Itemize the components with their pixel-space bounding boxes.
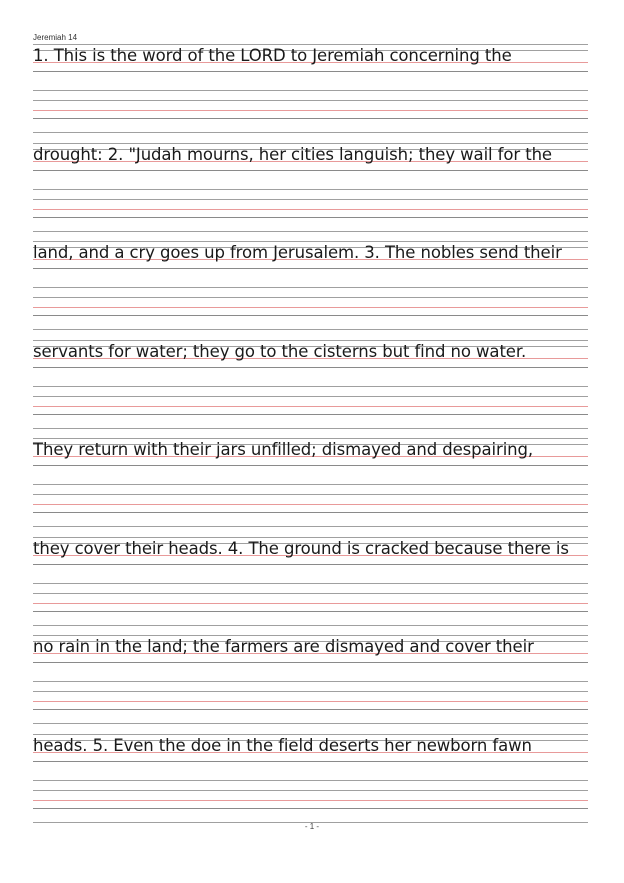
guide-rule	[33, 808, 588, 809]
guide-rule	[33, 100, 588, 101]
guide-rule	[33, 790, 588, 791]
guide-rule	[33, 723, 588, 724]
page-header: Jeremiah 14	[33, 33, 78, 42]
guide-rule	[33, 564, 588, 565]
guide-rule-red	[33, 209, 588, 210]
guide-rule	[33, 465, 588, 466]
guide-rule	[33, 44, 588, 45]
guide-rule	[33, 189, 588, 190]
guide-rule	[33, 428, 588, 429]
guide-rule	[33, 268, 588, 269]
guide-rule	[33, 297, 588, 298]
guide-rule	[33, 537, 588, 538]
guide-rule	[33, 484, 588, 485]
guide-rule-red	[33, 800, 588, 801]
guide-rule	[33, 635, 588, 636]
page-number: - 1 -	[304, 822, 320, 831]
guide-rule	[33, 132, 588, 133]
writing-block	[33, 340, 588, 438]
guide-rule	[33, 71, 588, 72]
guide-rule	[33, 118, 588, 119]
guide-rule	[33, 231, 588, 232]
guide-rule-red	[33, 406, 588, 407]
guide-rule	[33, 734, 588, 735]
guide-rule-red	[33, 701, 588, 702]
guide-rule	[33, 287, 588, 288]
guide-rule	[33, 340, 588, 341]
guide-rule	[33, 625, 588, 626]
writing-block	[33, 44, 588, 142]
guide-rule	[33, 396, 588, 397]
guide-rule	[33, 526, 588, 527]
guide-rule-red	[33, 504, 588, 505]
guide-rule	[33, 691, 588, 692]
guide-rule	[33, 217, 588, 218]
tracing-text-line: They return with their jars unfilled; dismayed and despairing,	[33, 440, 534, 459]
guide-rule	[33, 494, 588, 495]
writing-block	[33, 537, 588, 635]
guide-rule	[33, 170, 588, 171]
guide-rule	[33, 512, 588, 513]
guide-rule	[33, 241, 588, 242]
tracing-text-line: land, and a cry goes up from Jerusalem. 3. The nobles send their	[33, 243, 562, 262]
guide-rule	[33, 199, 588, 200]
writing-block	[33, 241, 588, 339]
guide-rule-red	[33, 110, 588, 111]
guide-rule	[33, 143, 588, 144]
writing-block	[33, 143, 588, 241]
guide-rule	[33, 367, 588, 368]
guide-rule	[33, 709, 588, 710]
tracing-text-line: they cover their heads. 4. The ground is cracked because there is	[33, 538, 569, 558]
guide-rule	[33, 386, 588, 387]
guide-rule	[33, 583, 588, 584]
writing-block	[33, 734, 588, 832]
guide-rule	[33, 681, 588, 682]
guide-rule	[33, 780, 588, 781]
guide-rule	[33, 438, 588, 439]
guide-rule-red	[33, 603, 588, 604]
guide-rule	[33, 315, 588, 316]
guide-rule	[33, 593, 588, 594]
tracing-text-line: no rain in the land; the farmers are dismayed and cover their	[33, 637, 534, 656]
guide-rule	[33, 414, 588, 415]
guide-rule-red	[33, 307, 588, 308]
guide-rule	[33, 761, 588, 762]
tracing-text-line: drought: 2. "Judah mourns, her cities languish; they wail for the	[33, 144, 552, 164]
tracing-text-line: heads. 5. Even the doe in the field deserts her newborn fawn	[33, 735, 532, 755]
guide-rule	[33, 329, 588, 330]
writing-block	[33, 438, 588, 536]
guide-rule	[33, 611, 588, 612]
writing-block	[33, 635, 588, 733]
tracing-text-line: servants for water; they go to the cisterns but find no water.	[33, 341, 527, 361]
guide-rule	[33, 90, 588, 91]
tracing-text-line: 1. This is the word of the LORD to Jeremiah concerning the	[33, 46, 512, 65]
guide-rule	[33, 662, 588, 663]
